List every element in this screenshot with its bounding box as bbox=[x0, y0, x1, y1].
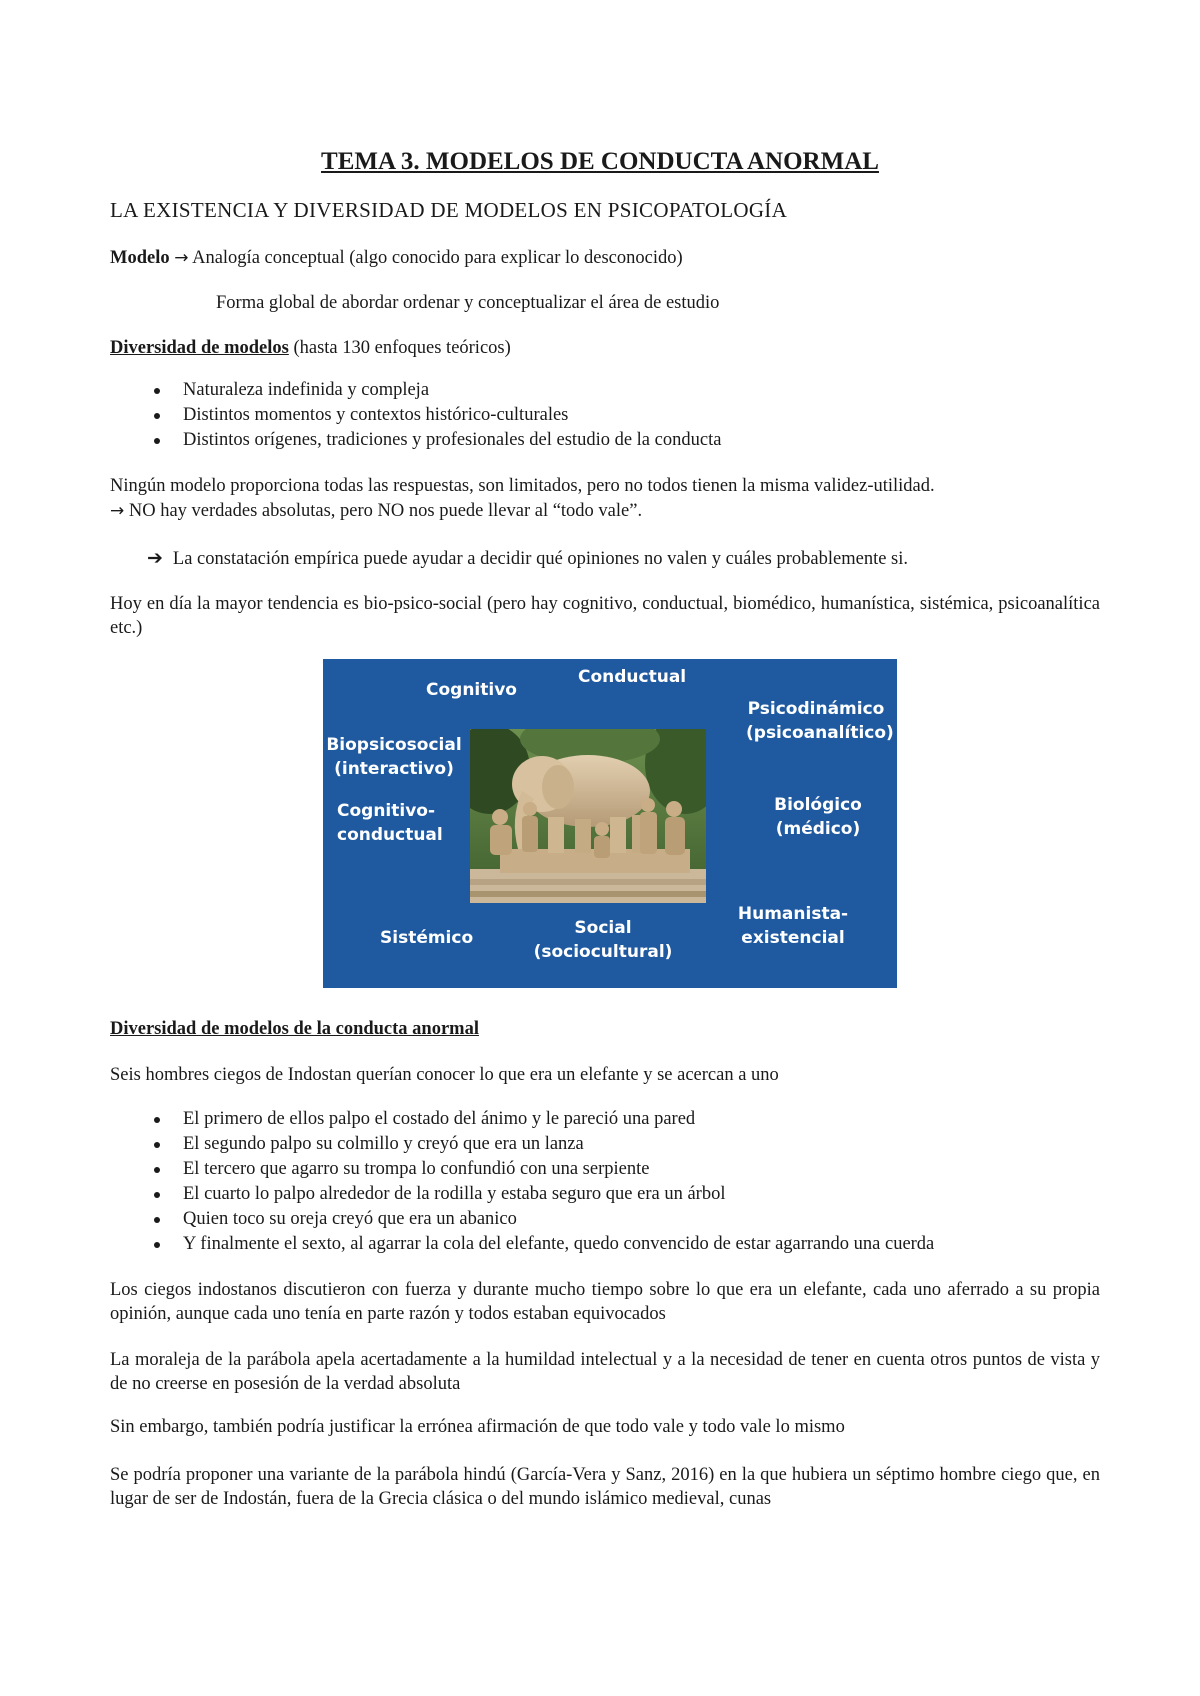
constatacion-line bbox=[147, 547, 908, 570]
section2-heading bbox=[110, 1019, 479, 1040]
modelo-definition-text: Analogía conceptual (algo conocido para explicar lo desconocido) bbox=[188, 248, 683, 268]
page-title: TEMA 3. MODELOS DE CONDUCTA ANORMAL bbox=[321, 148, 879, 175]
paragraph-discusion: Los ciegos indostanos discutieron con fuerza y durante mucho tiempo sobre lo que era un elefante, cada uno aferrado a su propia opinión, aunque cada uno tenía en parte razón y todos estaban equivocados bbox=[110, 1280, 1100, 1324]
label-psicodinamico-line2: (psicoanalítico) bbox=[746, 723, 894, 743]
list-item bbox=[150, 1157, 934, 1182]
list-item-text: Distintos momentos y contextos histórico-culturales bbox=[183, 405, 569, 425]
list-item-text: El cuarto lo palpo alrededor de la rodilla y estaba seguro que era un árbol bbox=[183, 1184, 726, 1204]
modelo-definition bbox=[110, 248, 683, 269]
diversidad-note: (hasta 130 enfoques teóricos) bbox=[288, 338, 511, 358]
diversidad-heading bbox=[110, 338, 511, 359]
arrow-right-icon: → bbox=[174, 248, 189, 268]
label-biologico-line1: Biológico bbox=[774, 795, 862, 815]
section2-heading-text: Diversidad de modelos de la conducta anormal bbox=[110, 1019, 479, 1039]
modelo-definition-2: Forma global de abordar ordenar y conceptualizar el área de estudio bbox=[216, 293, 720, 313]
list-item bbox=[150, 403, 721, 428]
label-humanista-line1: Humanista- bbox=[737, 904, 849, 924]
bullet-icon bbox=[154, 438, 160, 444]
label-biologico bbox=[763, 793, 873, 841]
bullet-icon bbox=[154, 1192, 160, 1198]
list-item-text: El primero de ellos palpo el costado del ánimo y le pareció una pared bbox=[183, 1109, 696, 1129]
diversidad-term: Diversidad de modelos bbox=[110, 338, 289, 358]
list-item-text: Naturaleza indefinida y compleja bbox=[183, 380, 430, 400]
list-item bbox=[150, 1207, 934, 1232]
paragraph-sin-embargo: Sin embargo, también podría justificar la errónea afirmación de que todo vale y todo vale lo mismo bbox=[110, 1417, 845, 1437]
label-conductual: Conductual bbox=[578, 667, 687, 687]
blind-men-bullet-list bbox=[150, 1107, 934, 1257]
bold-arrow-icon: ➔ bbox=[147, 547, 163, 569]
ningun-line-2-text: NO hay verdades absolutas, pero NO nos puede llevar al “todo vale”. bbox=[124, 501, 643, 521]
label-biopsicosocial-line2: (interactivo) bbox=[334, 759, 454, 779]
bullet-icon bbox=[154, 1142, 160, 1148]
label-humanista bbox=[733, 902, 853, 950]
label-humanista-line2: existencial bbox=[741, 928, 845, 948]
list-item bbox=[150, 378, 721, 403]
list-item bbox=[150, 1182, 934, 1207]
label-sistemico: Sistémico bbox=[380, 928, 474, 948]
list-item bbox=[150, 1232, 934, 1257]
bullet-icon bbox=[154, 1242, 160, 1248]
elephant-statue-photo bbox=[470, 729, 706, 903]
paragraph-moraleja: La moraleja de la parábola apela acertadamente a la humildad intelectual y a la necesidad de tener en cuenta otros puntos de vista y de no creerse en posesión de la verdad absoluta bbox=[110, 1350, 1100, 1394]
arrow-right-icon: → bbox=[110, 501, 125, 521]
ningun-line-1: Ningún modelo proporciona todas las respuestas, son limitados, pero no todos tienen la misma validez-utilidad. bbox=[110, 476, 935, 496]
label-cognitivo: Cognitivo bbox=[426, 680, 517, 700]
list-item-text: Y finalmente el sexto, al agarrar la cola del elefante, quedo convencido de estar agarrando una cuerda bbox=[183, 1234, 935, 1254]
bullet-icon bbox=[154, 1167, 160, 1173]
models-figure bbox=[323, 659, 897, 988]
bullet-icon bbox=[154, 1117, 160, 1123]
list-item-text: Distintos orígenes, tradiciones y profesionales del estudio de la conducta bbox=[183, 430, 722, 450]
hoy-paragraph: Hoy en día la mayor tendencia es bio-psico-social (pero hay cognitivo, conductual, biomédico, humanística, sistémica, psicoanalítica etc.) bbox=[110, 594, 1100, 638]
label-biopsicosocial bbox=[323, 733, 465, 781]
section-subtitle: LA EXISTENCIA Y DIVERSIDAD DE MODELOS EN PSICOPATOLOGÍA bbox=[110, 198, 788, 222]
label-social-line2: (sociocultural) bbox=[533, 942, 673, 962]
bullet-icon bbox=[154, 388, 160, 394]
list-item bbox=[150, 1132, 934, 1157]
label-cognitivo-conductual-line1: Cognitivo- bbox=[337, 801, 436, 821]
label-cognitivo-conductual-line2: conductual bbox=[337, 825, 443, 845]
list-item-text: El segundo palpo su colmillo y creyó que era un lanza bbox=[183, 1134, 584, 1154]
modelo-term: Modelo bbox=[110, 248, 170, 268]
label-social-line1: Social bbox=[574, 918, 632, 938]
label-social bbox=[533, 916, 673, 964]
list-item-text: Quien toco su oreja creyó que era un abanico bbox=[183, 1209, 517, 1229]
diversidad-bullet-list bbox=[150, 378, 721, 453]
label-biopsicosocial-line1: Biopsicosocial bbox=[326, 735, 462, 755]
section2-intro: Seis hombres ciegos de Indostan querían conocer lo que era un elefante y se acercan a uno bbox=[110, 1065, 779, 1085]
label-psicodinamico-line1: Psicodinámico bbox=[747, 699, 885, 719]
bullet-icon bbox=[154, 1217, 160, 1223]
bullet-icon bbox=[154, 413, 160, 419]
list-item-text: El tercero que agarro su trompa lo confundió con una serpiente bbox=[183, 1159, 650, 1179]
constatacion-text: La constatación empírica puede ayudar a decidir qué opiniones no valen y cuáles probablemente si. bbox=[172, 549, 909, 569]
list-item bbox=[150, 1107, 934, 1132]
ningun-line-2 bbox=[110, 501, 642, 522]
paragraph-variante: Se podría proponer una variante de la parábola hindú (García-Vera y Sanz, 2016) en la que hubiera un séptimo hombre ciego que, en lugar de ser de Indostán, fuera de la Grecia clásica o del mundo islámico medieval, cunas bbox=[110, 1465, 1100, 1509]
label-psicodinamico bbox=[746, 697, 894, 745]
label-cognitivo-conductual bbox=[337, 799, 443, 847]
label-biologico-line2: (médico) bbox=[775, 819, 861, 839]
list-item bbox=[150, 428, 721, 453]
